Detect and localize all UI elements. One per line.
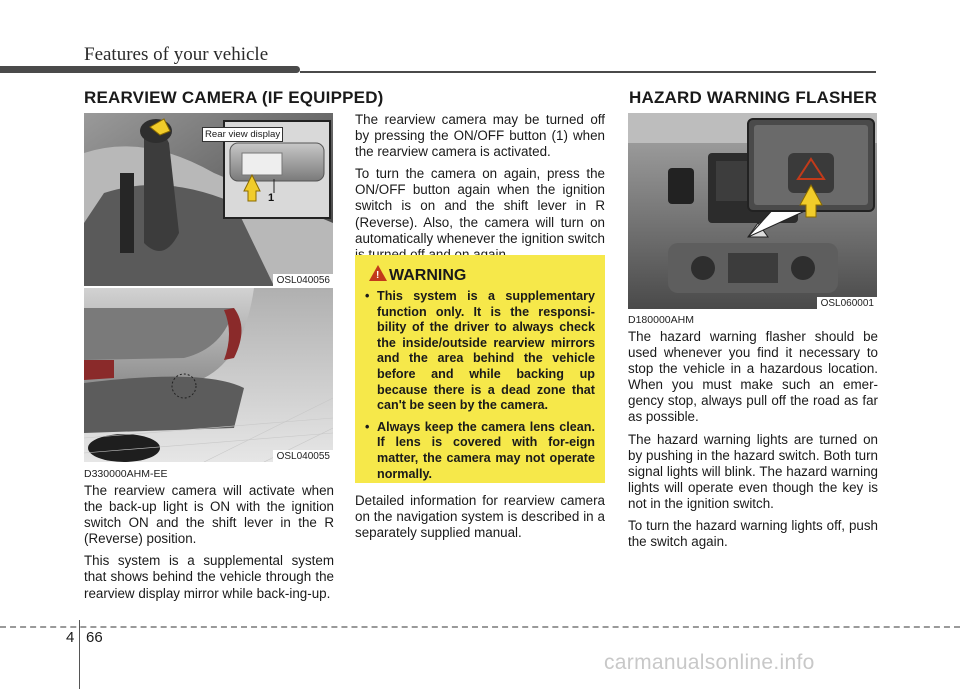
warning-item-text: Always keep the camera lens clean. If lens is covered with for-eign matter, the camera may not operate normally.: [377, 419, 595, 481]
paragraph: Detailed information for rearview camera on the navigation system is described in a separately supplied manual.: [355, 493, 605, 541]
image-code: OSL060001: [817, 297, 877, 309]
chapter-number: 4: [66, 629, 75, 646]
rearview-doc-code: D330000AHM-EE: [84, 468, 168, 480]
header-title: Features of your vehicle: [84, 44, 269, 65]
warning-item: [365, 289, 595, 414]
hazard-doc-code: D180000AHM: [628, 314, 694, 326]
paragraph: The hazard warning lights are turned on by pushing in the hazard switch. Both turn signal lights will blink. The hazard warning lights will operate even though the key is not in the ignition switch.: [628, 431, 878, 511]
rearview-after-warning-text: [355, 493, 605, 547]
vehicle-rear-illustration: [84, 288, 333, 462]
image-code: OSL040056: [273, 274, 333, 286]
rearview-col1-text: [84, 483, 334, 608]
footer-divider: [0, 626, 960, 628]
paragraph: To turn the hazard warning lights off, push the switch again.: [628, 518, 878, 550]
paragraph: To turn the camera on again, press the ON/OFF button again when the ignition switch is on and the shift lever in R (Reverse). Also, the camera will turn on automatically whenever the ignition switch: [355, 166, 605, 246]
warning-item: [365, 420, 595, 482]
dashboard-illustration: [628, 113, 877, 309]
rearview-section-title: REARVIEW CAMERA (IF EQUIPPED): [84, 88, 384, 107]
header-bar: [0, 66, 300, 73]
page-number: 66: [86, 629, 103, 646]
watermark: carmanualsonline.info: [604, 651, 815, 674]
rear-view-display-callout: Rear view display: [202, 127, 283, 142]
rearview-col2-text: [355, 112, 605, 269]
paragraph: The rearview camera may be turned off by pressing the ON/OFF button (1) when the rearview camera is activated.: [355, 112, 605, 160]
button-number-callout: 1: [268, 192, 275, 204]
paragraph: The hazard warning flasher should be used whenever you find it necessary to stop the vehicle in a hazardous location. When you must make such an emer-gency stop, always pull off the road as far as possible.: [628, 329, 878, 425]
paragraph: The rearview camera will activate when the back-up light is ON with the ignition switch ON and the shift lever in the R (Reverse) position.: [84, 483, 334, 547]
warning-title: WARNING: [389, 267, 467, 284]
exclamation-icon: !: [376, 270, 380, 281]
bullet: •: [365, 419, 370, 434]
footer-page-separator: [79, 620, 80, 689]
warning-item-text: This system is a supplementary function only. It is the responsi-bility of the driver to always check the inside/outside rearview mirrors and the area behind the vehicle before and while backing up because there is a dead zone that can't be seen by the camera.: [377, 289, 595, 413]
image-code: OSL040055: [273, 450, 333, 462]
hazard-section-title: HAZARD WARNING FLASHER: [629, 88, 878, 107]
paragraph: This system is a supplemental system that shows behind the vehicle through the rearview display mirror while back-ing-up.: [84, 553, 334, 601]
vehicle-rear-photo: [84, 288, 333, 462]
header-rule: [300, 71, 876, 73]
bullet: •: [365, 289, 370, 303]
hazard-text: [628, 329, 878, 556]
shift-lever-photo: [84, 113, 333, 286]
warning-box: [355, 255, 605, 483]
warning-list: [355, 289, 605, 488]
dashboard-photo: [628, 113, 877, 309]
